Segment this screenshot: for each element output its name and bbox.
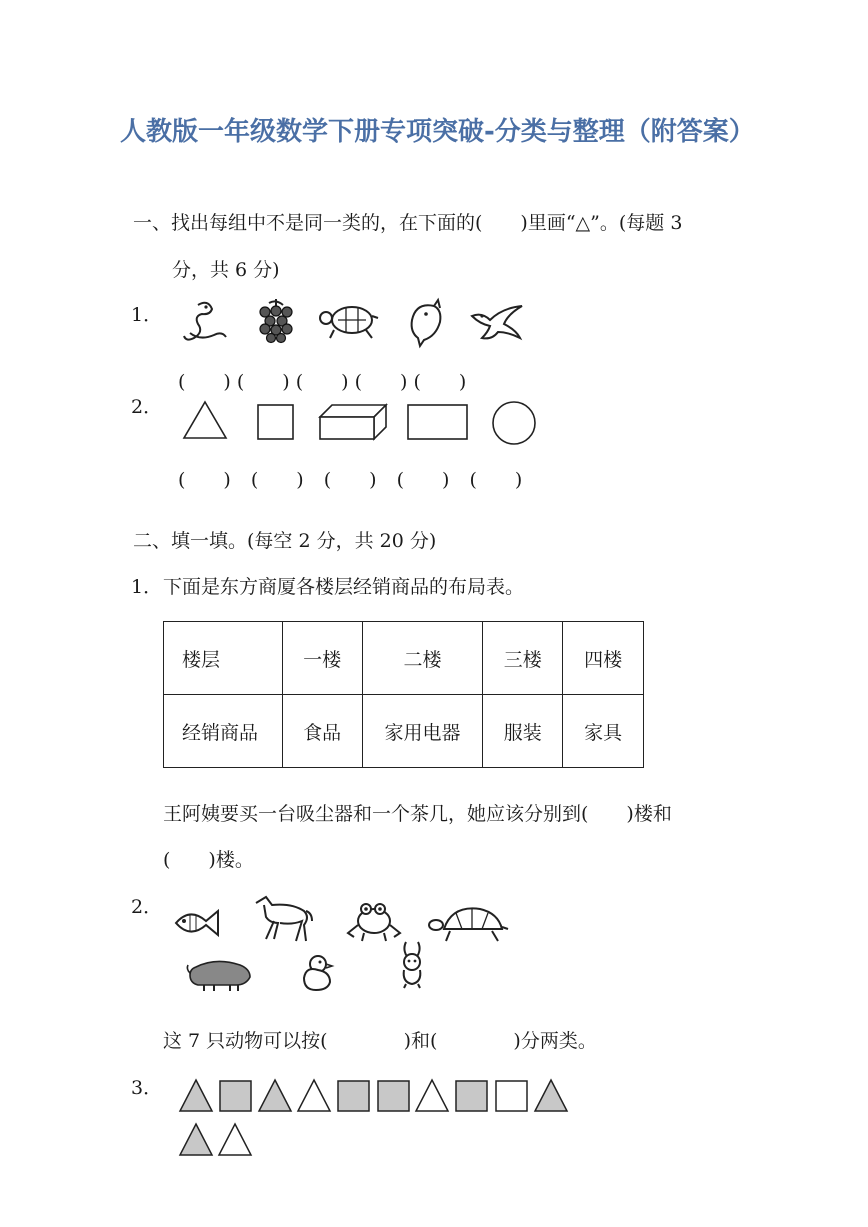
square-shape: [256, 403, 296, 441]
table-row: [164, 622, 644, 695]
turtle-icon: [318, 300, 380, 342]
table-row: [164, 695, 644, 768]
s1-q1-number: 1．: [131, 304, 163, 326]
snake-icon: [180, 297, 230, 347]
grey-triangle: [535, 1080, 567, 1111]
s1-q2-answer-blanks[interactable]: ( ) ( ) ( ) ( ) ( ): [178, 469, 523, 491]
grey-triangle: [180, 1124, 212, 1155]
s2-q3-number: 3．: [131, 1077, 163, 1099]
floor-layout-table: [163, 621, 644, 768]
triangle-shape: [182, 400, 228, 440]
pig-icon: [186, 955, 256, 991]
frog-icon: [344, 897, 404, 943]
table-cell: 一楼: [282, 622, 362, 695]
grey-square: [378, 1081, 409, 1111]
chick-icon: [298, 952, 334, 992]
swallow-icon: [468, 300, 524, 340]
s2-q2-number: 2．: [131, 896, 163, 918]
table-cell: 二楼: [362, 622, 483, 695]
table-cell: 楼层: [164, 622, 283, 695]
white-triangle: [219, 1124, 251, 1155]
shape-sequence-row1: [178, 1078, 578, 1114]
page-title: 人教版一年级数学下册专项突破-分类与整理（附答案）: [120, 117, 755, 147]
grey-triangle: [259, 1080, 291, 1111]
s1-q2-number: 2．: [131, 396, 163, 418]
grey-triangle: [180, 1080, 212, 1111]
s1-q1-answer-blanks[interactable]: ( ) ( ) ( ) ( ) ( ): [178, 371, 467, 393]
cuboid-shape: [318, 403, 390, 441]
section2-heading: 二、填一填。(每空 2 分，共 20 分): [133, 530, 437, 552]
s2-q2-text: 这 7 只动物可以按( )和( )分两类。: [163, 1030, 597, 1052]
s2-q1-question-line1: 王阿姨要买一台吸尘器和一个茶几，她应该分别到( )楼和: [163, 803, 672, 825]
s2-q1-question-line2: ( )楼。: [163, 849, 254, 871]
white-triangle: [416, 1080, 448, 1111]
table-cell: 四楼: [563, 622, 644, 695]
white-square: [496, 1081, 527, 1111]
grey-square: [220, 1081, 251, 1111]
turtle-icon-2: [428, 903, 510, 945]
table-cell: 食品: [282, 695, 362, 768]
grey-square: [338, 1081, 369, 1111]
table-cell: 家具: [563, 695, 644, 768]
grapes-icon: [255, 297, 297, 347]
table-cell: 家用电器: [362, 695, 483, 768]
shape-sequence-row2: [178, 1122, 258, 1158]
section1-heading-cont: 分，共 6 分): [172, 259, 280, 281]
table-cell: 三楼: [483, 622, 563, 695]
table-cell: 经销商品: [164, 695, 283, 768]
s2-q1-number: 1．: [131, 576, 163, 598]
rectangle-shape: [406, 403, 470, 441]
grey-square: [456, 1081, 487, 1111]
table-cell: 服装: [483, 695, 563, 768]
fish-icon: [172, 905, 222, 941]
horse-icon: [250, 893, 314, 945]
white-triangle: [298, 1080, 330, 1111]
s2-q1-text: 下面是东方商厦各楼层经销商品的布局表。: [163, 576, 525, 598]
rabbit-icon: [392, 938, 432, 990]
dolphin-icon: [404, 298, 446, 346]
section1-heading: 一、找出每组中不是同一类的，在下面的( )里画“△”。(每题 3: [133, 212, 683, 234]
circle-shape: [491, 400, 537, 446]
